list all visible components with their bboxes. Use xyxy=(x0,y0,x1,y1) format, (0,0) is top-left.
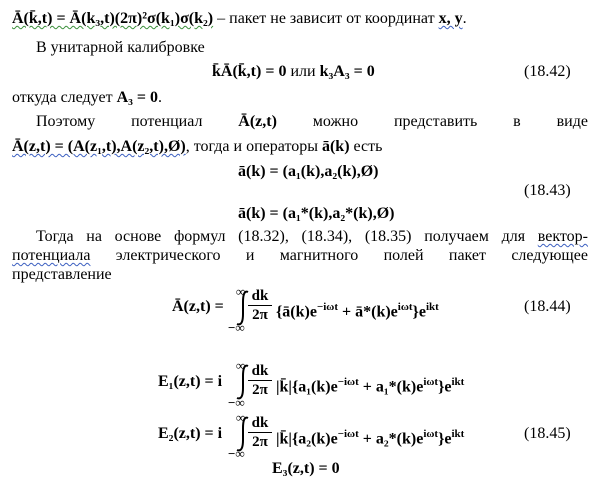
eq-18-44-lhs: Ā(z,t) = xyxy=(172,298,224,315)
paragraph-line-3: представление xyxy=(12,266,112,283)
line-1-text: – пакет не зависит от координат xyxy=(213,10,439,27)
line-4: откуда следует A₃ = 0. xyxy=(12,89,163,106)
line-6: Ā(z,t) = (A(z₁,t),A(z₂,t),Ø), тогда и операторы ā(k) есть xyxy=(12,138,383,155)
equation-number-18-45: (18.45) xyxy=(524,425,571,442)
paragraph-line-1: Тогда на основе формул (18.32), (18.34), (18.35) получаем для вектор- xyxy=(36,228,588,245)
eq-18-42-right: k₃A₃ = 0 xyxy=(319,63,375,80)
eq-e1-lhs: E₁(z,t) = i xyxy=(158,373,223,390)
line-1: Ā(k̄,t) = Ā(k₃,t)(2π)²σ(k₁)σ(k₂) – пакет не зависит от координат x, y. xyxy=(12,10,467,27)
fraction-e1: dk 2π xyxy=(248,362,272,399)
eq-18-42-left: k̄Ā(k̄,t) = 0 xyxy=(212,63,287,80)
eq-18-44-body: {$ā(k)e^{-i\omega t}$ + $ā*(k)e^{i\omega t}\}e^{ikt}$ xyxy=(276,301,439,321)
fraction-e2: dk 2π xyxy=(248,414,272,451)
equation-18-43-a: ā(k) = (a₁(k),a₂(k),Ø) xyxy=(238,163,379,180)
coords-xy: x, y xyxy=(438,10,463,27)
equation-18-43-b: ā(k) = (a₁*(k),a₂*(k),Ø) xyxy=(238,205,395,222)
eq-e2-lhs: E₂(z,t) = i xyxy=(158,425,223,442)
formula-a-z-t: Ā(z,t) xyxy=(238,113,277,130)
eq-e2-body: $|k̄|\{a_2(k)e^{-i\omega t} + a_2*(k)e^{i\omega t}\}e^{ikt}$ xyxy=(276,428,465,448)
equation-number-18-42: (18.42) xyxy=(524,63,571,80)
paragraph-line-2: потенциала электрического и магнитного полей пакет следующее xyxy=(12,247,588,264)
operator-a-k: ā(k) xyxy=(321,138,350,155)
equation-number-18-44: (18.44) xyxy=(524,298,571,315)
eq-e1-body: $|k̄|\{a_1(k)e^{-i\omega t} + a_1*(k)e^{i\omega t}\}e^{ikt}$ xyxy=(276,376,465,396)
formula-a-k-t: Ā(k̄,t) = Ā(k₃,t)(2π)²σ(k₁)σ(k₂) xyxy=(12,10,214,27)
equation-number-18-43: (18.43) xyxy=(524,182,571,199)
line-2: В унитарной калибровке xyxy=(36,39,205,56)
formula-a3: A₃ = 0 xyxy=(116,89,159,106)
line-5: Поэтому потенциал Ā(z,t) можно представить в виде xyxy=(36,113,588,130)
fraction-18-44: dk 2π xyxy=(248,287,272,324)
eq-e3: E₃(z,t) = 0 xyxy=(272,460,340,477)
equation-18-42: k̄Ā(k̄,t) = 0 или k₃A₃ = 0 xyxy=(212,63,375,80)
formula-a-z-t-components: Ā(z,t) = (A(z₁,t),A(z₂,t),Ø) xyxy=(12,138,186,155)
